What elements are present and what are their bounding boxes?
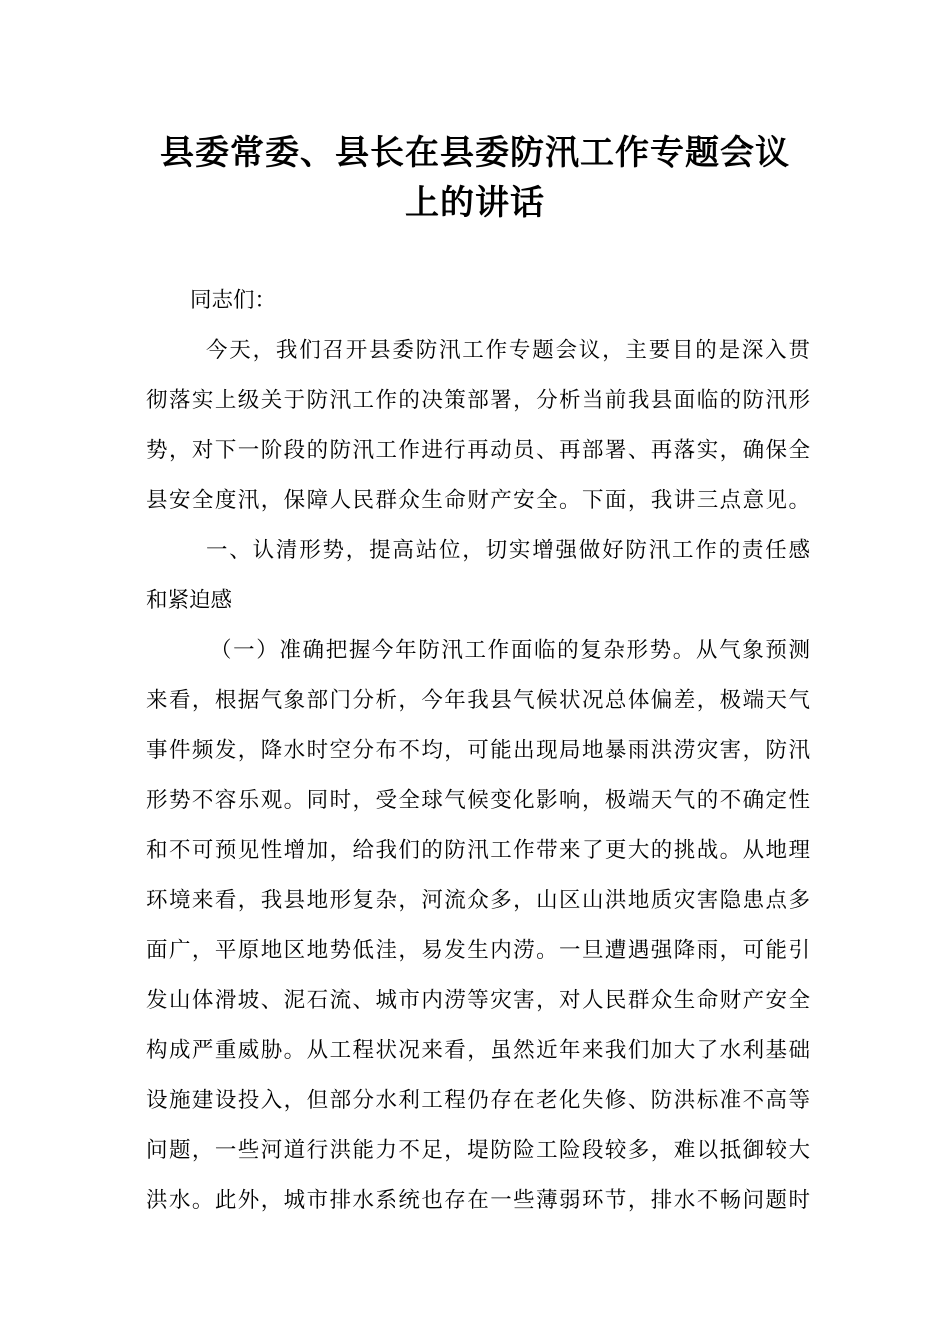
paragraph-line: 来看，根据气象部门分析，今年我县气候状况总体偏差，极端天气 [146, 688, 810, 713]
paragraph-line: 设施建设投入，但部分水利工程仍存在老化失修、防洪标准不高等 [146, 1088, 810, 1113]
paragraph-line: 势，对下一阶段的防汛工作进行再动员、再部署、再落实，确保全 [146, 438, 810, 463]
document-title [120, 128, 830, 228]
paragraph-line: 发山体滑坡、泥石流、城市内涝等灾害，对人民群众生命财产安全 [146, 988, 810, 1013]
paragraph-line: 形势不容乐观。同时，受全球气候变化影响，极端天气的不确定性 [146, 788, 810, 813]
paragraph-line: 构成严重威胁。从工程状况来看，虽然近年来我们加大了水利基础 [146, 1038, 810, 1063]
paragraph-line: 县安全度汛，保障人民群众生命财产安全。下面，我讲三点意见。 [146, 488, 810, 513]
paragraph-line: 洪水。此外，城市排水系统也存在一些薄弱环节，排水不畅问题时 [146, 1188, 810, 1213]
paragraph-line: 环境来看，我县地形复杂，河流众多，山区山洪地质灾害隐患点多 [146, 888, 810, 913]
salutation: 同志们： [190, 288, 277, 313]
section-heading-line: 一、认清形势，提高站位，切实增强做好防汛工作的责任感 [206, 538, 810, 563]
paragraph-line: 彻落实上级关于防汛工作的决策部署，分析当前我县面临的防汛形 [146, 388, 810, 413]
title-line-1: 县委常委、县长在县委防汛工作专题会议 [160, 133, 790, 173]
title-line-2: 上的讲话 [405, 183, 545, 223]
paragraph-line: 问题，一些河道行洪能力不足，堤防险工险段较多，难以抵御较大 [146, 1138, 810, 1163]
paragraph-line: 事件频发，降水时空分布不均，可能出现局地暴雨洪涝灾害，防汛 [146, 738, 810, 763]
paragraph-line: （一）准确把握今年防汛工作面临的复杂形势。从气象预测 [210, 638, 810, 663]
speech-body [146, 276, 810, 1226]
paragraph-line: 和不可预见性增加，给我们的防汛工作带来了更大的挑战。从地理 [146, 838, 810, 863]
section-heading-line: 和紧迫感 [146, 588, 233, 613]
paragraph-line: 今天，我们召开县委防汛工作专题会议，主要目的是深入贯 [206, 338, 810, 363]
paragraph-line: 面广，平原地区地势低洼，易发生内涝。一旦遭遇强降雨，可能引 [146, 938, 810, 963]
